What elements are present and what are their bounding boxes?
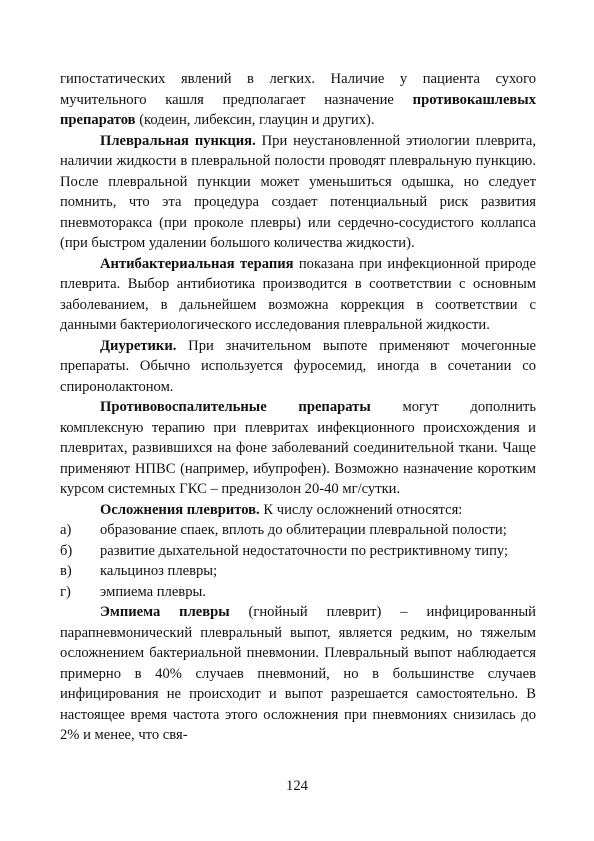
list-item: [60, 582, 536, 603]
list-item-text: эмпиема плевры.: [100, 583, 206, 600]
list-item-text: кальциноз плевры;: [100, 563, 218, 579]
paragraph-pleural-puncture: [60, 131, 536, 254]
paragraph-text: К числу осложнений относятся:: [259, 501, 463, 518]
paragraph-diuretics: [60, 336, 536, 398]
complications-list: [60, 520, 536, 602]
list-marker: б): [60, 542, 73, 559]
paragraph-antibacterial: [60, 254, 536, 336]
list-item: [60, 561, 536, 582]
list-marker: а): [60, 522, 72, 538]
term-anti-inflammatory: Противовоспалительные препараты: [100, 399, 371, 415]
paragraph-text: гипостатических явлений в легких. Наличие у пациента сухого мучительного кашля предполагает назначение: [60, 71, 536, 108]
term-diuretics: Диуретики.: [100, 337, 177, 354]
term-pleural-puncture: Плевральная пункция.: [100, 132, 256, 149]
paragraph-text: могут дополнить комплексную терапию при плевритах инфекционного происхождения и плевритах, развившихся на фоне заболеваний соединительной ткани. Чаще применяют НПВС (например, ибупрофен). Возможно назначение коротким курсом системных ГКС – преднизолон 20-40 мг/сутки.: [60, 399, 536, 497]
paragraph-text: При неустановленной этиологии плеврита, наличии жидкости в плевральной полости проводят плевральную пункцию. После плевральной пункции может уменьшиться одышка, но следует помнить, что эта процедура создает потенциальный риск развития пневмоторакса (при проколе плевры) или сердечно-сосудистого коллапса (при быстром удалении большого количества жидкости).: [60, 132, 536, 251]
page-body: [60, 69, 536, 746]
paragraph-text: (гнойный плеврит) – инфицированный парапневмонический плевральный выпот, является редким, но тяжелым осложнением бактериальной пневмонии. Плевральный выпот наблюдается примерно в 40% случаев пневмоний, но в большинстве случаев инфицирования не происходит и выпот разрешается самостоятельно. В настоящее время частота этого осложнения при пневмониях снизилась до 2% и менее, что свя-: [60, 604, 536, 743]
term-empyema: Эмпиема плевры: [100, 604, 230, 620]
term-antibacterial: Антибактериальная терапия: [100, 255, 294, 272]
page-number: 124: [286, 778, 308, 794]
paragraph-cough: [60, 69, 536, 131]
list-item: [60, 520, 536, 541]
list-item-text: развитие дыхательной недостаточности по рестриктивному типу;: [100, 542, 509, 559]
term-antitussives: противокашлевых препаратов: [60, 91, 536, 128]
term-complications: Осложнения плевритов.: [100, 501, 260, 518]
list-marker: г): [60, 583, 71, 600]
paragraph-anti-inflammatory: [60, 397, 536, 500]
paragraph-text: (кодеин, либексин, глауцин и других).: [135, 112, 375, 128]
list-marker: в): [60, 563, 72, 579]
paragraph-text: При значительном выпоте применяют мочегонные препараты. Обычно используется фуросемид, иногда в сочетании со спиронолактоном.: [60, 337, 536, 395]
paragraph-empyema: [60, 602, 536, 746]
list-item-text: образование спаек, вплоть до облитерации плевральной полости;: [100, 522, 507, 538]
paragraph-text: показана при инфекционной природе плеврита. Выбор антибиотика производится в соответствии с основным заболеванием, в дальнейшем возможна коррекция в соответствии с данными бактериологического исследования плевральной жидкости.: [60, 255, 536, 333]
list-item: [60, 541, 536, 562]
paragraph-complications: [60, 500, 536, 521]
